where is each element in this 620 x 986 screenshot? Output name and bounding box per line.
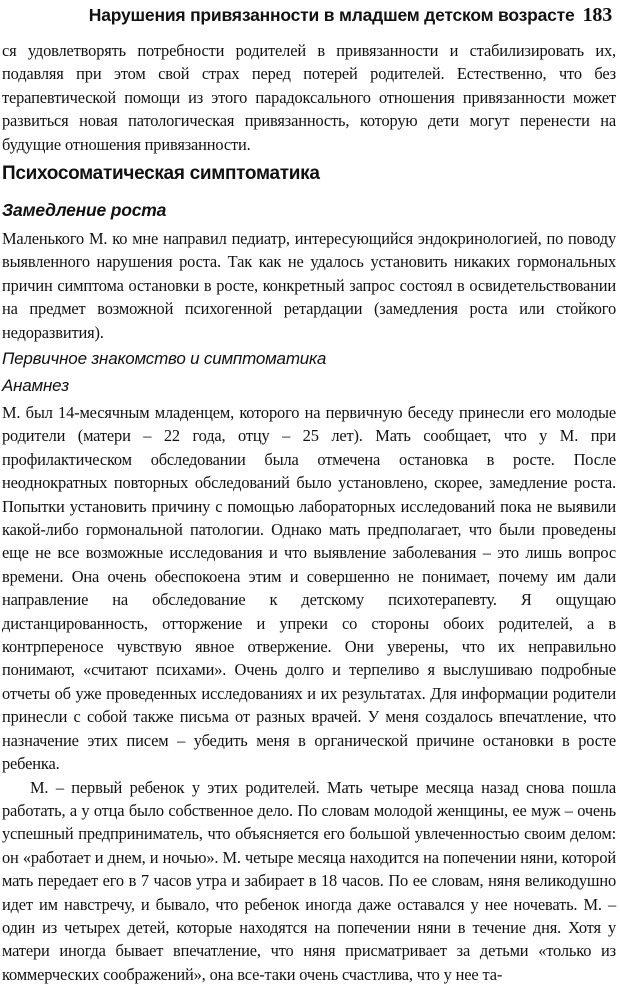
section-heading-psychosomatic: Психосоматическая симптоматика bbox=[2, 163, 320, 185]
subsection-heading-growth: Замедление роста bbox=[2, 200, 166, 221]
intro-text-block bbox=[2, 39, 616, 156]
running-header bbox=[14, 4, 612, 27]
anamnesis-text-block bbox=[2, 401, 616, 986]
subsection-heading-anamnesis: Анамнез bbox=[2, 376, 69, 396]
growth-paragraph: Маленького М. ко мне направил педиатр, интересующийся эндокринологией, по поводу выявленного нарушения роста. Так как не удалось установить никаких гормональных причин симптома остановки в росте, конкретный запрос состоял в освидетельствовании на предмет возможной психогенной ретардации (замедления роста или стойкого недоразвития). bbox=[2, 227, 616, 344]
subsection-heading-acquaintance: Первичное знакомство и симптоматика bbox=[2, 349, 326, 369]
anamnesis-paragraph-2: М. – первый ребенок у этих родителей. Мать четыре месяца назад снова пошла работать, а у отца было собственное дело. По словам молодой женщины, ее муж – очень успешный предприниматель, что объясняется его большой увлеченностью своим делом: он «работает и днем, и ночью». М. четыре месяца находится на попечении няни, которой мать передает его в 7 часов утра и забирает в 18 часов. По ее словам, няня великодушно идет им навстречу, и бывало, что ребенок иногда даже оставался у нее ночевать. М. – один из четырех детей, которые находятся на попечении няни в течение дня. Хотя у матери иногда бывает впечатление, что няня присматривает за детьми «только из коммерческих соображений», она все-таки очень счастлива, что у нее та- bbox=[2, 776, 616, 986]
anamnesis-paragraph-1: М. был 14-месячным младенцем, которого на первичную беседу принесли его молодые родители (матери – 22 года, отцу – 25 лет). Мать сообщает, что у М. при профилактическом обследовании была отмечена остановка в росте. После неоднократных повторных обследований было установлено, скорее, замедление роста. Попытки установить причину с помощью лабораторных исследований пока не выявили какой-либо гормональной патологии. Однако мать предполагает, что были проведены еще не все возможные исследования и что выявление заболевания – это лишь вопрос времени. Она очень обеспокоена этим и совершенно не понимает, почему им дали направление на обследование к детскому психотерапевту. Я ощущаю дистанцированность, отторжение и упреки со стороны обоих родителей, а в контрпереносе чувствую явное отвержение. Они уверены, что их неправильно понимают, «считают психами». Очень долго и терпеливо я выслушиваю подробные отчеты об уже проведенных исследованиях и их результатах. Для информации родители принесли с собой также письма от разных врачей. У меня создалось впечатление, что назначение этих писем – убедить меня в органической причине остановки в росте ребенка. bbox=[2, 401, 616, 776]
page-number: 183 bbox=[583, 4, 612, 27]
growth-text-block bbox=[2, 227, 616, 344]
intro-paragraph: ся удовлетворять потребности родителей в привязанности и стабилизировать их, подавляя при этом свой страх перед потерей родителей. Естественно, что без терапевтической помощи из этого парадоксального отношения привязанности может развиться новая патологическая привязанность, которую дети могут перенести на будущие отношения привязанности. bbox=[2, 39, 616, 156]
running-title: Нарушения привязанности в младшем детском возрасте bbox=[89, 5, 575, 26]
